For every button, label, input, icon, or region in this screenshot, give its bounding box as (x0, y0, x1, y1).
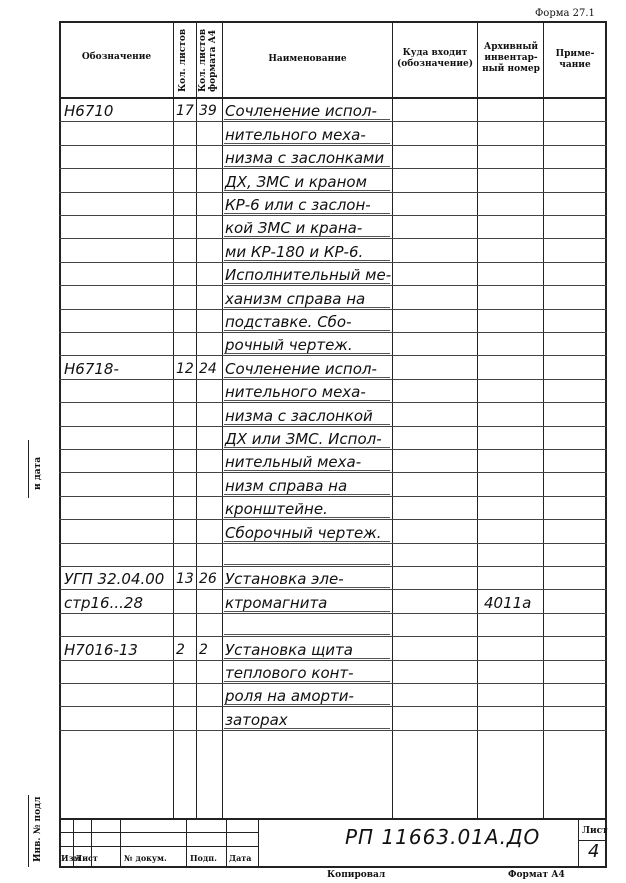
header-a4-count: Кол. листов формата А4 (198, 28, 218, 92)
header-used-in: Куда входит (обозначение) (397, 48, 473, 69)
row-name: низм справа на (225, 476, 348, 495)
row-name: Сборочный чертеж. (225, 523, 382, 542)
row-line (59, 519, 607, 520)
col-line-5 (477, 21, 478, 818)
footer-format: Формат А4 (508, 870, 565, 880)
footer-copied: Копировал (327, 870, 386, 880)
row-a4-sheets: 2 (199, 641, 208, 658)
tb-col-3 (120, 818, 121, 866)
row-line (59, 379, 607, 380)
row-line (59, 309, 607, 310)
row-name: заторах (225, 710, 288, 729)
row-line (59, 238, 607, 239)
row-name: Сочленение испол- (225, 102, 377, 121)
form-label: Форма 27.1 (535, 8, 595, 19)
row-archive-number: 4011а (484, 593, 532, 612)
side-border-lower (28, 795, 29, 867)
name-underline (224, 634, 390, 635)
row-a4-sheets: 26 (199, 571, 217, 588)
row-line (59, 589, 607, 590)
header-note: Приме-чание (555, 49, 595, 70)
row-line (59, 355, 607, 356)
name-underline (224, 564, 390, 565)
row-name: ДХ, ЗМС и краном (225, 172, 367, 191)
side-inv-number: Инв. № подл (33, 796, 43, 862)
row-name: Сочленение испол- (225, 359, 377, 378)
col-line-3 (222, 21, 223, 818)
row-name: нительного меха- (225, 383, 366, 402)
title-block-top (59, 818, 607, 820)
row-line (59, 730, 607, 731)
row-name: кой ЗМС и крана- (225, 219, 363, 238)
row-designation: Н6718- (64, 359, 119, 378)
row-a4-sheets: 39 (199, 103, 217, 120)
row-a4-sheets: 24 (199, 360, 217, 377)
tb-col-7 (578, 818, 579, 866)
document-code: РП 11663.01А.ДО (345, 825, 541, 849)
header-name: Наименование (268, 54, 347, 64)
row-sheets: 2 (176, 641, 185, 658)
row-line (59, 706, 607, 707)
row-line (59, 683, 607, 684)
row-line (59, 145, 607, 146)
title-block-row-1 (59, 832, 258, 833)
row-line (59, 332, 607, 333)
tb-col-doc: № докум. (124, 853, 167, 863)
row-name: подставке. Сбо- (225, 313, 352, 331)
row-line (59, 472, 607, 473)
tb-col-date: Дата (229, 853, 252, 863)
row-name: низма с заслонкой (225, 406, 373, 425)
row-name: ктромагнита (225, 593, 328, 612)
sheet-label: Лист (582, 826, 608, 836)
row-sheets: 17 (176, 103, 194, 120)
row-name: Установка эле- (225, 570, 344, 589)
tb-col-6 (258, 818, 259, 866)
row-line (59, 402, 607, 403)
row-designation: Н6710 (64, 102, 114, 121)
col-line-6 (543, 21, 544, 818)
frame-bottom (59, 866, 607, 868)
row-name: ханизм справа на (225, 289, 366, 308)
col-line-1 (173, 21, 174, 818)
row-line (59, 426, 607, 427)
frame-top (59, 21, 607, 23)
col-line-2 (196, 21, 197, 818)
tb-col-5 (226, 818, 227, 866)
tb-col-4 (186, 818, 187, 866)
sheet-number: 4 (588, 841, 600, 862)
header-divider (59, 97, 607, 99)
row-name: роля на аморти- (225, 687, 354, 706)
row-line (59, 262, 607, 263)
row-line (59, 636, 607, 637)
row-name: Исполнительный ме- (225, 266, 392, 285)
tb-col-sheet: Лист (75, 853, 98, 863)
row-line (59, 285, 607, 286)
row-name: Установка щита (225, 640, 353, 659)
header-archive-number: Архивный инвентар-ный номер (482, 42, 540, 74)
row-line (59, 192, 607, 193)
row-name: низма с заслонками (225, 149, 385, 168)
header-designation: Обозначение (81, 52, 152, 62)
side-border-upper (28, 440, 29, 498)
row-name: кронштейне. (225, 500, 328, 519)
tb-col-change: Изм (61, 853, 81, 863)
frame-left (59, 21, 61, 867)
row-name: теплового конт- (225, 664, 354, 682)
tb-col-sign: Подп. (190, 853, 217, 863)
row-name: нительного меха- (225, 125, 366, 144)
row-name: ми КР-180 и КР-6. (225, 242, 364, 261)
row-designation: УГП 32.04.00 (64, 570, 165, 589)
frame-right (605, 21, 607, 867)
row-designation: Н7016-13 (64, 640, 138, 659)
row-line (59, 660, 607, 661)
row-name: КР-6 или с заслон- (225, 196, 371, 214)
row-line (59, 168, 607, 169)
col-line-4 (392, 21, 393, 818)
row-sheets: 13 (176, 571, 194, 588)
row-line (59, 613, 607, 614)
row-line (59, 566, 607, 567)
header-sheets-count: Кол. листов (178, 28, 188, 92)
row-name: ДХ или ЗМС. Испол- (225, 430, 382, 448)
row-sheets: 12 (176, 360, 194, 377)
row-line (59, 449, 607, 450)
row-name: нительный меха- (225, 453, 362, 472)
title-block-row-2 (59, 846, 258, 847)
row-name: рочный чертеж. (225, 336, 353, 355)
row-line (59, 496, 607, 497)
side-sign-date: и дата (33, 456, 43, 490)
row-designation: стр16...28 (64, 593, 143, 612)
row-line (59, 215, 607, 216)
row-line (59, 543, 607, 544)
row-line (59, 121, 607, 122)
